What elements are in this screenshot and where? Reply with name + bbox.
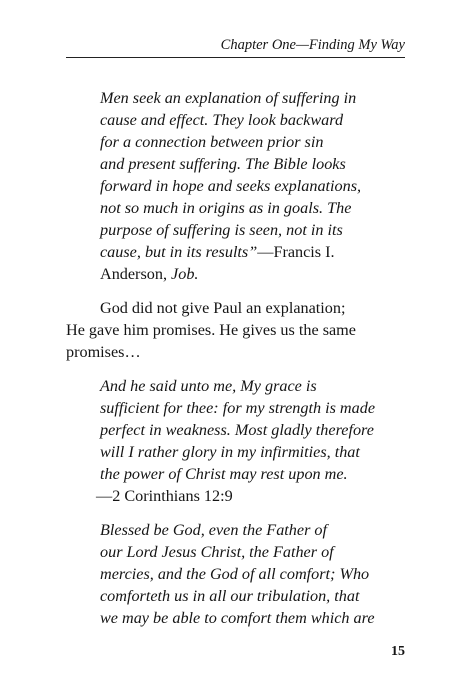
paragraph-line: promises…	[66, 343, 141, 361]
quote-line: mercies, and the God of all comfort; Who	[100, 565, 370, 583]
quote-line: the power of Christ may rest upon me.	[100, 465, 348, 483]
paragraph-line: He gave him promises. He gives us the same	[66, 321, 356, 339]
quote-line: sufficient for thee: for my strength is made	[100, 399, 375, 417]
quote-line: will I rather glory in my infirmities, that	[100, 443, 360, 461]
paragraph-line: God did not give Paul an explanation;	[100, 299, 346, 317]
quote-line: purpose of suffering is seen, not in its	[100, 221, 343, 239]
quote-line: not so much in origins as in goals. The	[100, 199, 352, 217]
attribution-author: Anderson,	[100, 265, 172, 283]
page-number: 15	[391, 644, 405, 659]
quote-line: cause and effect. They look backward	[100, 111, 344, 129]
quote-text: cause, but in its results”	[100, 243, 258, 261]
running-header: Chapter One—Finding My Way	[220, 37, 405, 53]
quote-line: our Lord Jesus Christ, the Father of	[100, 543, 334, 561]
quote-line	[100, 241, 335, 263]
attribution-book-title: Job.	[171, 265, 199, 283]
scripture-reference: —2 Corinthians 12:9	[96, 487, 233, 505]
quote-line: Men seek an explanation of suffering in	[100, 89, 357, 107]
quote-line: and present suffering. The Bible looks	[100, 155, 346, 173]
quote-line: we may be able to comfort them which are	[100, 609, 375, 627]
header-rule	[66, 57, 405, 58]
quote-line: comforteth us in all our tribulation, that	[100, 587, 360, 605]
quote-line: Blessed be God, even the Father of	[100, 521, 328, 539]
quote-line	[100, 263, 198, 285]
quote-line: perfect in weakness. Most gladly therefore	[100, 421, 374, 439]
quote-line: And he said unto me, My grace is	[100, 377, 317, 395]
quote-line: for a connection between prior sin	[100, 133, 324, 151]
quote-attribution: —Francis I.	[257, 243, 335, 261]
quote-line: forward in hope and seeks explanations,	[100, 177, 362, 195]
